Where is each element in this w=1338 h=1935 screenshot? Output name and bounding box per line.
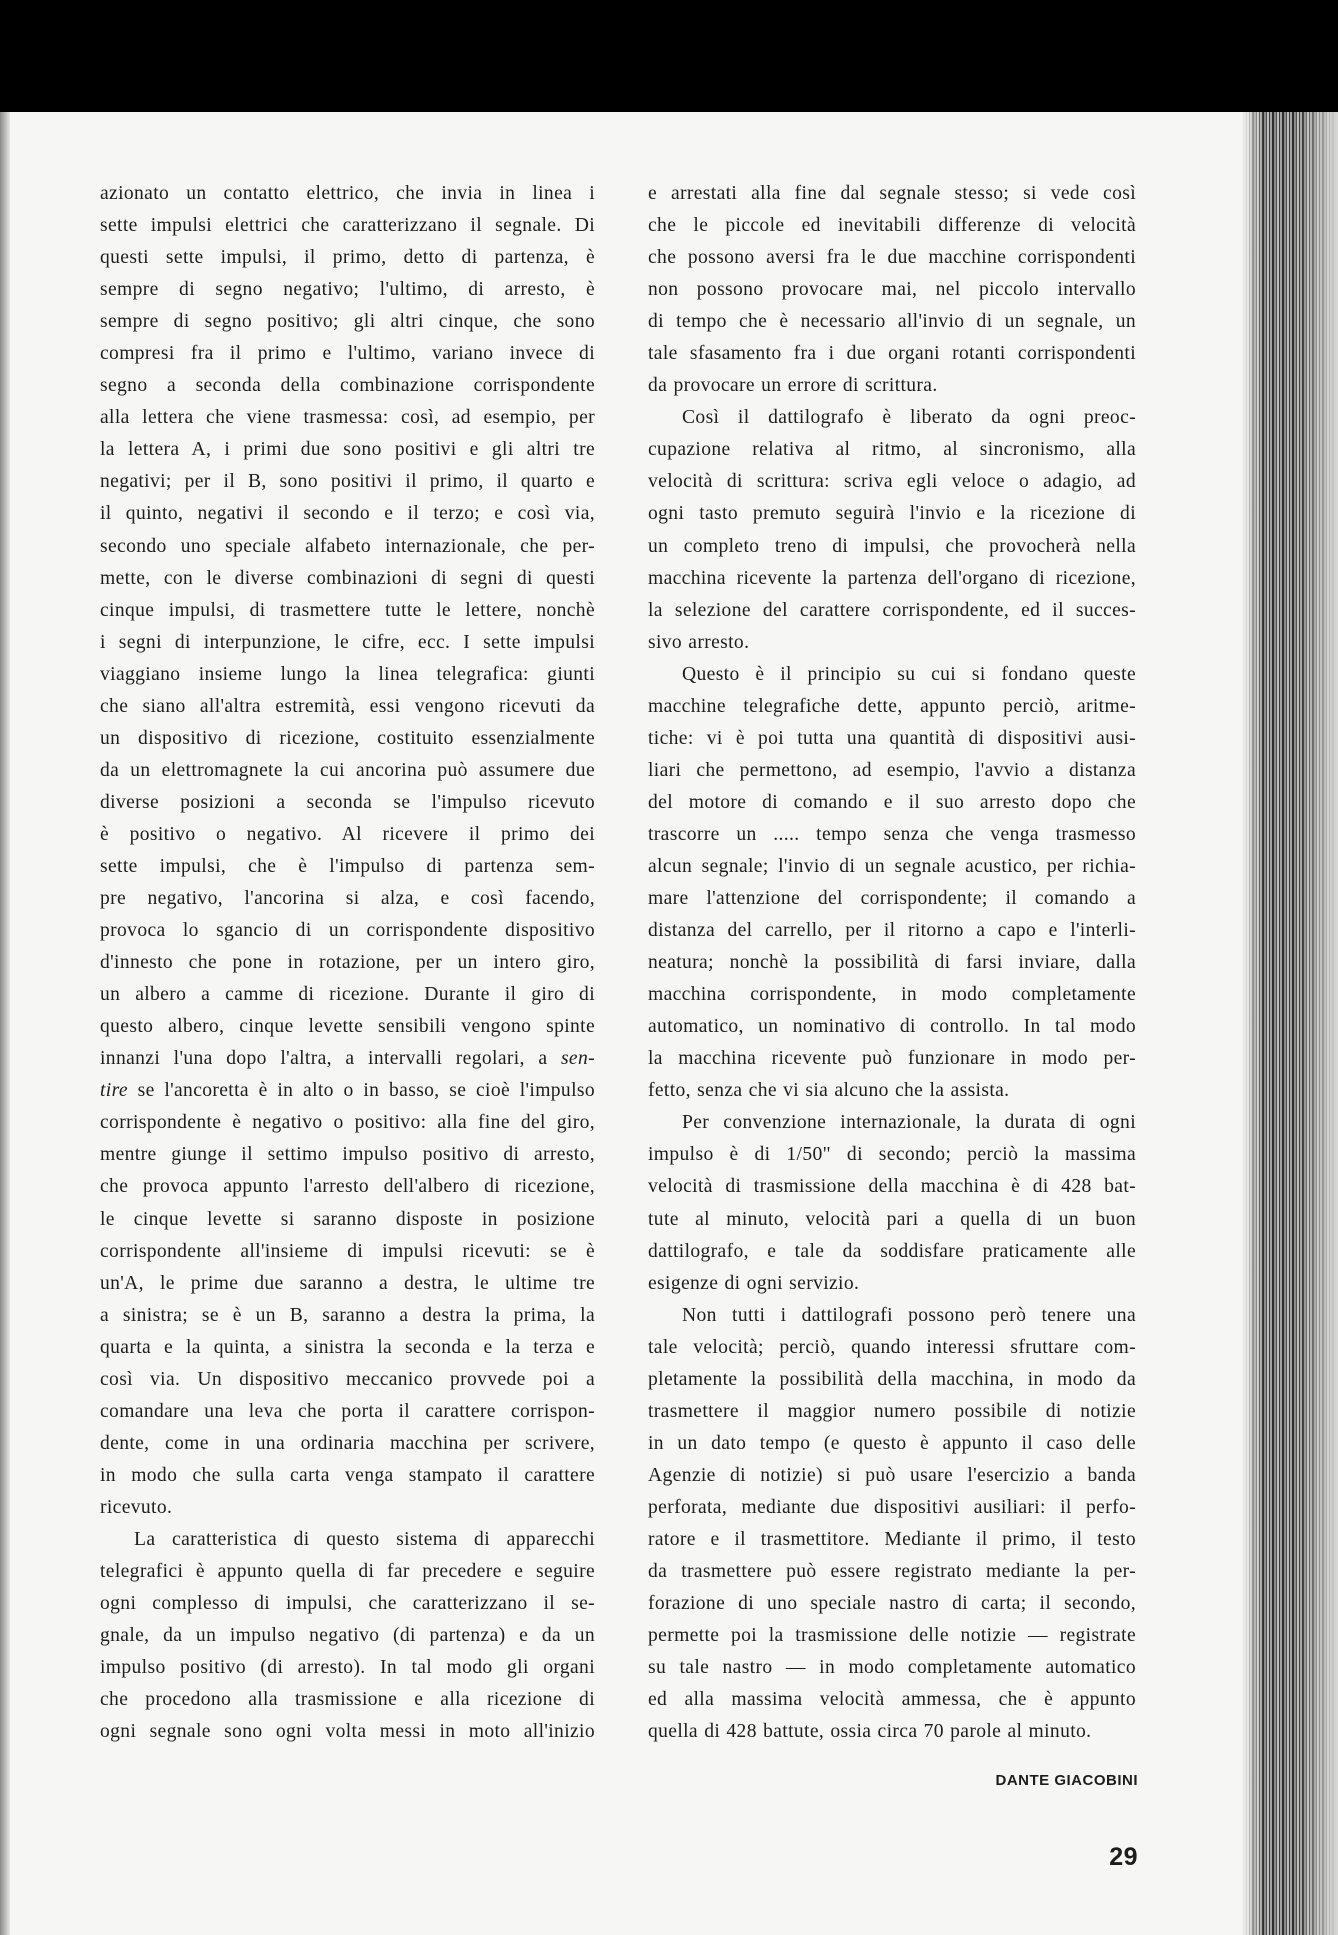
text-line: un'A, le prime due saranno a destra, le ultime tre [100,1272,595,1294]
text-line: sempre di segno positivo; gli altri cinque, che sono [100,311,595,333]
text-line: ratore e il trasmettitore. Mediante il primo, il testo [648,1528,1136,1550]
text-line: Agenzie di notizie) si può usare l'esercizio a banda [648,1464,1136,1486]
text-line: di tempo che è necessario all'invio di un segnale, un [648,311,1136,333]
text-line: Così il dattilografo è liberato da ogni preoc- [682,407,1136,429]
text-line: automatico, un nominativo di controllo. In tal modo [648,1016,1136,1038]
text-line: alcun segnale; l'invio di un segnale acustico, per richia- [648,855,1136,877]
text-line: su tale nastro — in modo completamente automatico [648,1657,1136,1679]
text-line: a sinistra; se è un B, saranno a destra la prima, la [100,1304,595,1326]
text-line: neatura; nonchè la possibilità di farsi inviare, dalla [648,952,1136,974]
text-line: è positivo o negativo. Al ricevere il primo dei [100,823,595,845]
text-line: tire se l'ancoretta è in alto o in basso, se cioè l'impulso [100,1080,595,1102]
text-line: in modo che sulla carta venga stampato il carattere [100,1464,595,1486]
text-line: che procedono alla trasmissione e alla ricezione di [100,1689,595,1711]
text-line: che possono aversi fra le due macchine corrispondenti [648,247,1136,269]
text-line: così via. Un dispositivo meccanico provvede poi a [100,1368,595,1390]
text-line: macchine telegrafiche dette, appunto perciò, aritme- [648,695,1136,717]
text-line: sivo arresto. [648,631,750,653]
text-line: del motore di comando e il suo arresto dopo che [648,791,1136,813]
text-line: segno a seconda della combinazione corrispondente [100,375,595,397]
text-line: secondo uno speciale alfabeto internazionale, che per- [100,535,595,557]
text-line: velocità di trasmissione della macchina è di 428 bat- [648,1176,1136,1198]
text-line: La caratteristica di questo sistema di apparecchi [134,1528,595,1550]
text-line: la lettera A, i primi due sono positivi e gli altri tre [100,439,595,461]
text-line: un albero a camme di ricezione. Durante il giro di [100,984,595,1006]
text-line: la selezione del carattere corrispondente, ed il succes- [648,599,1136,621]
text-line: trascorre un ..... tempo senza che venga trasmesso [648,823,1136,845]
text-line: le cinque levette si saranno disposte in posizione [100,1208,595,1230]
text-line: un completo treno di impulsi, che provocherà nella [648,535,1136,557]
text-line: dattilografo, e tale da soddisfare praticamente alle [648,1240,1136,1262]
text-line: trasmettere il maggior numero possibile di notizie [648,1400,1136,1422]
author-signature: DANTE GIACOBINI [995,1772,1138,1789]
text-line: un dispositivo di ricezione, costituito essenzialmente [100,727,595,749]
text-line: in un dato tempo (e questo è appunto il caso delle [648,1432,1136,1454]
text-line: cupazione relativa al ritmo, al sincronismo, alla [648,439,1136,461]
text-line: fetto, senza che vi sia alcuno che la assista. [648,1080,1010,1102]
text-line: sempre di segno negativo; l'ultimo, di arresto, è [100,279,595,301]
text-line: tiche: vi è poi tutta una quantità di dispositivi ausi- [648,727,1136,749]
article-column-right [648,178,1136,1748]
text-line: esigenze di ogni servizio. [648,1272,860,1294]
page-left-edge [0,112,10,1935]
text-line: i segni di interpunzione, le cifre, ecc. I sette impulsi [100,631,595,653]
text-line: tale sfasamento fra i due organi rotanti corrispondenti [648,343,1136,365]
text-line: ogni complesso di impulsi, che caratterizzano il se- [100,1593,595,1615]
text-line: non possono provocare mai, nel piccolo intervallo [648,279,1136,301]
text-line: dente, come in una ordinaria macchina per scrivere, [100,1432,595,1454]
text-line: diverse posizioni a seconda se l'impulso ricevuto [100,791,595,813]
article-column-left [100,178,595,1748]
text-line: viaggiano insieme lungo la linea telegrafica: giunti [100,663,595,685]
text-line: macchina ricevente la partenza dell'organo di ricezione, [648,567,1136,589]
text-line: che siano all'altra estremità, essi vengono ricevuti da [100,695,595,717]
text-line: da un elettromagnete la cui ancorina può assumere due [100,759,595,781]
text-line: telegrafici è appunto quella di far precedere e seguire [100,1561,595,1583]
text-line: da trasmettere può essere registrato mediante la per- [648,1561,1136,1583]
text-line: alla lettera che viene trasmessa: così, ad esempio, per [100,407,595,429]
text-line: e arrestati alla fine dal segnale stesso; si vede così [648,183,1136,204]
text-line: corrispondente è negativo o positivo: alla fine del giro, [100,1112,595,1134]
text-line: ed alla massima velocità ammessa, che è appunto [648,1689,1136,1711]
text-line: che provoca appunto l'arresto dell'albero di ricezione, [100,1176,595,1198]
text-line: provoca lo sgancio di un corrispondente dispositivo [100,920,595,942]
text-line: liari che permettono, ad esempio, l'avvio a distanza [648,759,1136,781]
text-line: tale velocità; perciò, quando interessi sfruttare com- [648,1336,1136,1358]
text-line: impulso è di 1/50" di secondo; perciò la massima [648,1144,1136,1166]
text-line: cinque impulsi, di trasmettere tutte le lettere, nonchè [100,599,595,621]
text-line: corrispondente all'insieme di impulsi ricevuti: se è [100,1240,595,1262]
text-line: compresi fra il primo e l'ultimo, variano invece di [100,343,595,365]
text-line: d'innesto che pone in rotazione, per un intero giro, [100,952,595,974]
text-line: sette impulsi elettrici che caratterizzano il segnale. Di [100,215,595,237]
text-line: innanzi l'una dopo l'altra, a intervalli regolari, a sen- [100,1048,595,1070]
text-line: tute al minuto, velocità pari a quella di un buon [648,1208,1136,1230]
text-line: impulso positivo (di arresto). In tal modo gli organi [100,1657,595,1679]
text-line: permette poi la trasmissione delle notizie — registrate [648,1625,1136,1647]
text-line: velocità di scrittura: scriva egli veloce o adagio, ad [648,471,1136,493]
text-line: la macchina ricevente può funzionare in modo per- [648,1048,1136,1070]
text-line: comandare una leva che porta il carattere corrispon- [100,1400,595,1422]
text-line: perforata, mediante due dispositivi ausiliari: il perfo- [648,1496,1136,1518]
text-line: che le piccole ed inevitabili differenze di velocità [648,215,1136,237]
text-line: questo albero, cinque levette sensibili vengono spinte [100,1016,595,1038]
text-line: da provocare un errore di scrittura. [648,375,938,397]
text-line: quella di 428 battute, ossia circa 70 parole al minuto. [648,1721,1092,1743]
text-line: negativi; per il B, sono positivi il primo, il quarto e [100,471,595,493]
text-line: ogni segnale sono ogni volta messi in moto all'inizio [100,1721,595,1743]
text-line: Questo è il principio su cui si fondano queste [682,663,1136,685]
text-line: mette, con le diverse combinazioni di segni di questi [100,567,595,589]
text-line: ricevuto. [100,1496,173,1518]
text-line: ogni tasto premuto seguirà l'invio e la ricezione di [648,503,1136,525]
text-line: sette impulsi, che è l'impulso di partenza sem- [100,855,595,877]
text-line: Non tutti i dattilografi possono però tenere una [682,1304,1136,1326]
text-line: mare l'attenzione del corrispondente; il comando a [648,888,1136,910]
text-line: Per convenzione internazionale, la durata di ogni [682,1112,1136,1134]
text-line: quarta e la quinta, a sinistra la seconda e la terza e [100,1336,595,1358]
text-line: distanza del carrello, per il ritorno a capo e l'interli- [648,920,1136,942]
text-line: azionato un contatto elettrico, che invia in linea i [100,183,595,204]
text-line: pletamente la possibilità della macchina, in modo da [648,1368,1136,1390]
text-line: il quinto, negativi il secondo e il terzo; e così via, [100,503,595,525]
text-line: forazione di uno speciale nastro di carta; il secondo, [648,1593,1136,1615]
text-line: macchina corrispondente, in modo completamente [648,984,1136,1006]
page-number: 29 [1109,1843,1138,1871]
text-line: pre negativo, l'ancorina si alza, e così facendo, [100,888,595,910]
scan-top-border [0,0,1338,112]
text-line: mentre giunge il settimo impulso positivo di arresto, [100,1144,595,1166]
book-binding-edge [1242,112,1338,1935]
text-line: gnale, da un impulso negativo (di partenza) e da un [100,1625,595,1647]
text-line: questi sette impulsi, il primo, detto di partenza, è [100,247,595,269]
